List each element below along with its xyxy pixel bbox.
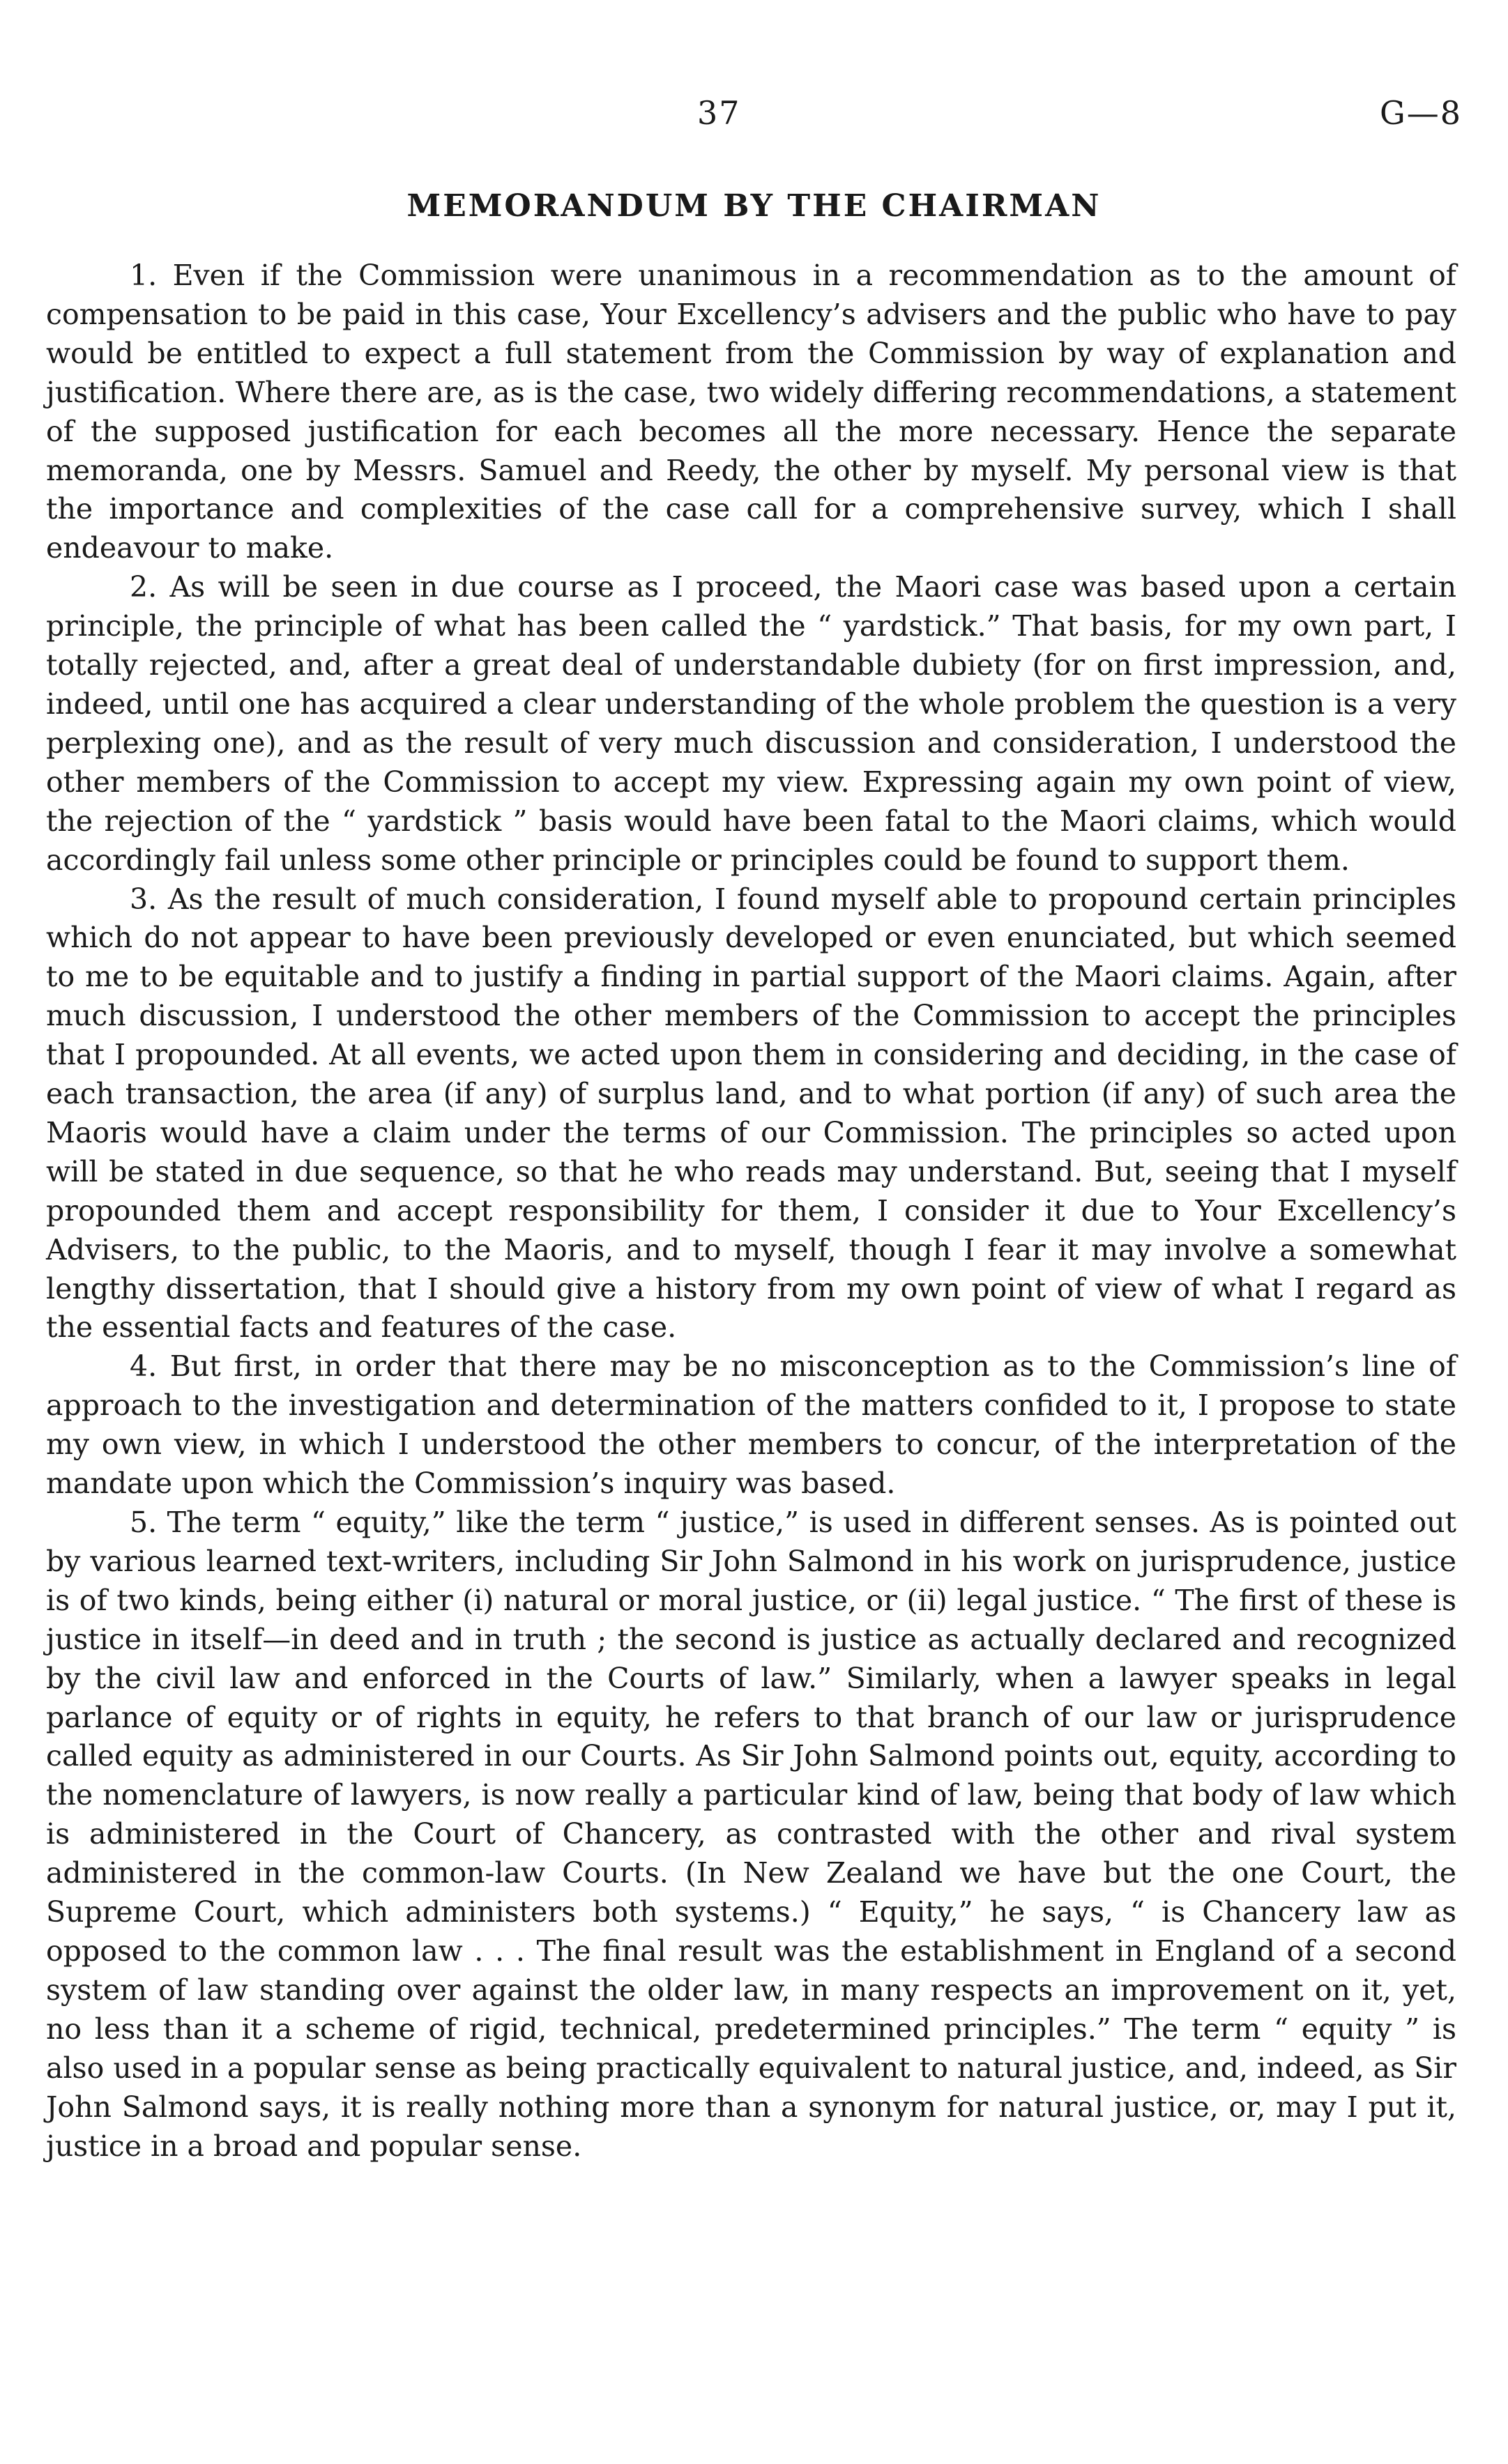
- memorandum-body: [46, 257, 1456, 2166]
- paragraph-5: 5. The term “ equity,” like the term “ justice,” is used in different senses. As is pointed out by various learned text-writers, including Sir John Salmond in his work on jurisprudence, justice is of two kinds, being either (i) natural or moral justice, or (ii) legal justice. “ The first of these is justice in itself—in deed and in truth ; the second is justice as actually declared and recognized by the civil law and enforced in the Courts of law.” Similarly, when a lawyer speaks in legal parlance of equity or of rights in equity, he refers to that branch of our law or jurisprudence called equity as administered in our Courts. As Sir John Salmond points out, equity, according to the nomenclature of lawyers, is now really a particular kind of law, being that body of law which is administered in the Court of Chancery, as contrasted with the other and rival system administered in the common-law Courts. (In New Zealand we have but the one Court, the Supreme Court, which administers both systems.) “ Equity,” he says, “ is Chancery law as opposed to the common law . . . The final result was the establishment in England of a second system of law standing over against the older law, in many respects an improvement on it, yet, no less than it a scheme of rigid, technical, predetermined principles.” The term “ equity ” is also used in a popular sense as being practically equivalent to natural justice, and, indeed, as Sir John Salmond says, it is really nothing more than a synonym for natural justice, or, may I put it, justice in a broad and popular sense.: [46, 1506, 1456, 2163]
- document-reference: G—8: [1379, 94, 1462, 132]
- page-title: MEMORANDUM BY THE CHAIRMAN: [406, 188, 1102, 224]
- page-header: [0, 94, 1508, 150]
- paragraph-1: 1. Even if the Commission were unanimous in a recommendation as to the amount of compensation to be paid in this case, Your Excellency’s advisers and the public who have to pay would be entitled to expect a full statement from the Commission by way of explanation and justification. Where there are, as is the case, two widely differing recommendations, a statement of the supposed justification for each becomes all the more necessary. Hence the separate memoranda, one by Messrs. Samuel and Reedy, the other by myself. My personal view is that the importance and complexities of the case call for a comprehensive survey, which I shall endeavour to make.: [46, 259, 1456, 565]
- paragraph-4: 4. But first, in order that there may be no misconception as to the Commission’s line of approach to the investigation and determination of the matters confided to it, I propose to state my own view, in which I understood the other members to concur, of the interpretation of the mandate upon which the Commission’s inquiry was based.: [46, 1349, 1456, 1501]
- paragraph-3: 3. As the result of much consideration, I found myself able to propound certain principles which do not appear to have been previously developed or even enunciated, but which seemed to me to be equitable and to justify a finding in partial support of the Maori claims. Again, after much discussion, I understood the other members of the Commission to accept the principles that I propounded. At all events, we acted upon them in considering and deciding, in the case of each transaction, the area (if any) of surplus land, and to what portion (if any) of such area the Maoris would have a claim under the terms of our Commission. The principles so acted upon will be stated in due sequence, so that he who reads may understand. But, seeing that I myself propounded them and accept responsibility for them, I consider it due to Your Excellency’s Advisers, to the public, to the Maoris, and to myself, though I fear it may involve a somewhat lengthy dissertation, that I should give a history from my own point of view of what I regard as the essential facts and features of the case.: [46, 882, 1456, 1345]
- page-number: 37: [697, 94, 741, 132]
- paragraph-2: 2. As will be seen in due course as I proceed, the Maori case was based upon a certain principle, the principle of what has been called the “ yardstick.” That basis, for my own part, I totally rejected, and, after a great deal of understandable dubiety (for on first impression, and, indeed, until one has acquired a clear understanding of the whole problem the question is a very perplexing one), and as the result of very much discussion and consideration, I understood the other members of the Commission to accept my view. Expressing again my own point of view, the rejection of the “ yardstick ” basis would have been fatal to the Maori claims, which would accordingly fail unless some other principle or principles could be found to support them.: [46, 570, 1456, 877]
